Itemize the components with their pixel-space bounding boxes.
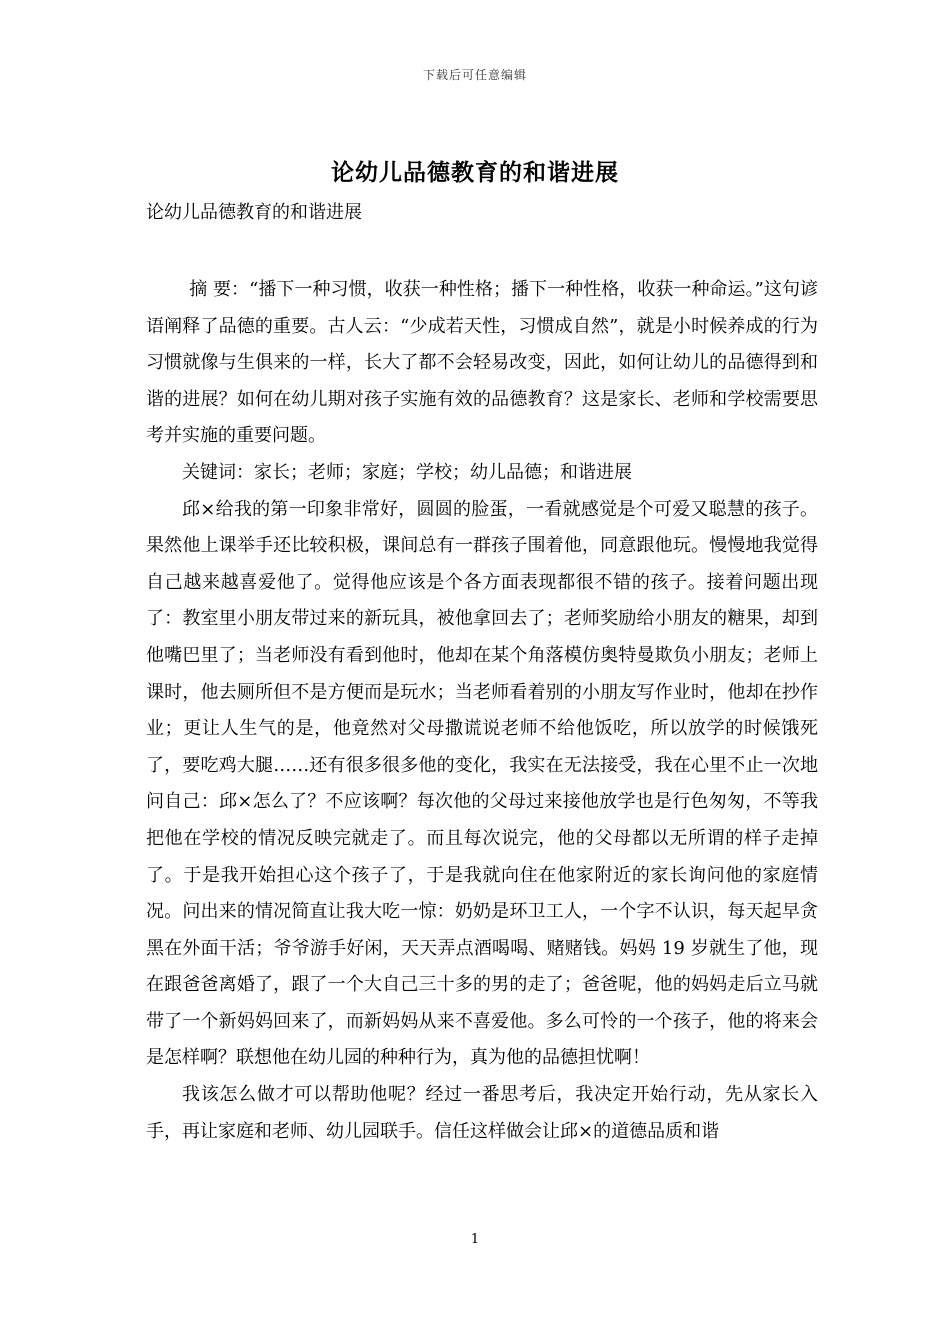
body-paragraph: 我该怎么做才可以帮助他呢？经过一番思考后，我决定开始行动，先从家长入手，再让家庭和老师、幼儿园联手。信任这样做会让邱×的道德品质和谐 [146, 1084, 818, 1142]
keywords-paragraph: 关键词：家长；老师；家庭；学校；幼儿品德；和谐进展 [182, 461, 632, 483]
document-body [146, 272, 818, 1150]
document-subtitle: 论幼儿品德教育的和谐进展 [146, 202, 362, 223]
body-paragraph: 邱×给我的第一印象非常好，圆圆的脸蛋，一看就感觉是个可爱又聪慧的孩子。果然他上课举手还比较积极，课间总有一群孩子围着他，同意跟他玩。慢慢地我觉得自己越来越喜爱他了。觉得他应该是个各方面表现都很不错的孩子。接着问题出现了：教室里小朋友带过来的新玩具，被他拿回去了；老师奖励给小朋友的糖果，却到他嘴巴里了；当老师没有看到他时，他却在某个角落模仿奥特曼欺负小朋友；老师上课时，他去厕所但不是方便而是玩水；当老师看着别的小朋友写作业时，他却在抄作业；更让人生气的是，他竟然对父母撒谎说老师不给他饭吃，所以放学的时候饿死了，要吃鸡大腿……还有很多很多他的变化，我实在无法接受，我在心里不止一次地问自己：邱×怎么了？不应该啊？每次他的父母过来接他放学也是行色匆匆，不等我把他在学校的情况反映完就走了。而且每次说完，他的父母都以无所谓的样子走掉了。于是我开始担心这个孩子了，于是我就向住在他家附近的家长询问他的家庭情况。问出来的情况简直让我大吃一惊：奶奶是环卫工人，一个字不认识，每天起早贪黑在外面干活；爷爷游手好闲，天天弄点酒喝喝、赌赌钱。妈妈 19 岁就生了他，现在跟爸爸离婚了，跟了一个大自己三十多的男的走了；爸爸呢，他的妈妈走后立马就带了一个新妈妈回来了，而新妈妈从来不喜爱他。多么可怜的一个孩子，他的将来会是怎样啊？联想他在幼儿园的种种行为，真为他的品德担忧啊！ [146, 498, 818, 1069]
document-title: 论幼儿品德教育的和谐进展 [331, 160, 619, 186]
page-number: 1 [470, 1232, 480, 1247]
abstract-paragraph: 摘 要：“播下一种习惯，收获一种性格；播下一种性格，收获一种命运。”这句谚语阐释了品德的重要。古人云：“少成若天性，习惯成自然”，就是小时候养成的行为习惯就像与生俱来的一样，长大了都不会轻易改变，因此，如何让幼儿的品德得到和谐的进展？如何在幼儿期对孩子实施有效的品德教育？这是家长、老师和学校需要思考并实施的重要问题。 [146, 279, 818, 447]
page-header-note: 下载后可任意编辑 [422, 68, 527, 82]
